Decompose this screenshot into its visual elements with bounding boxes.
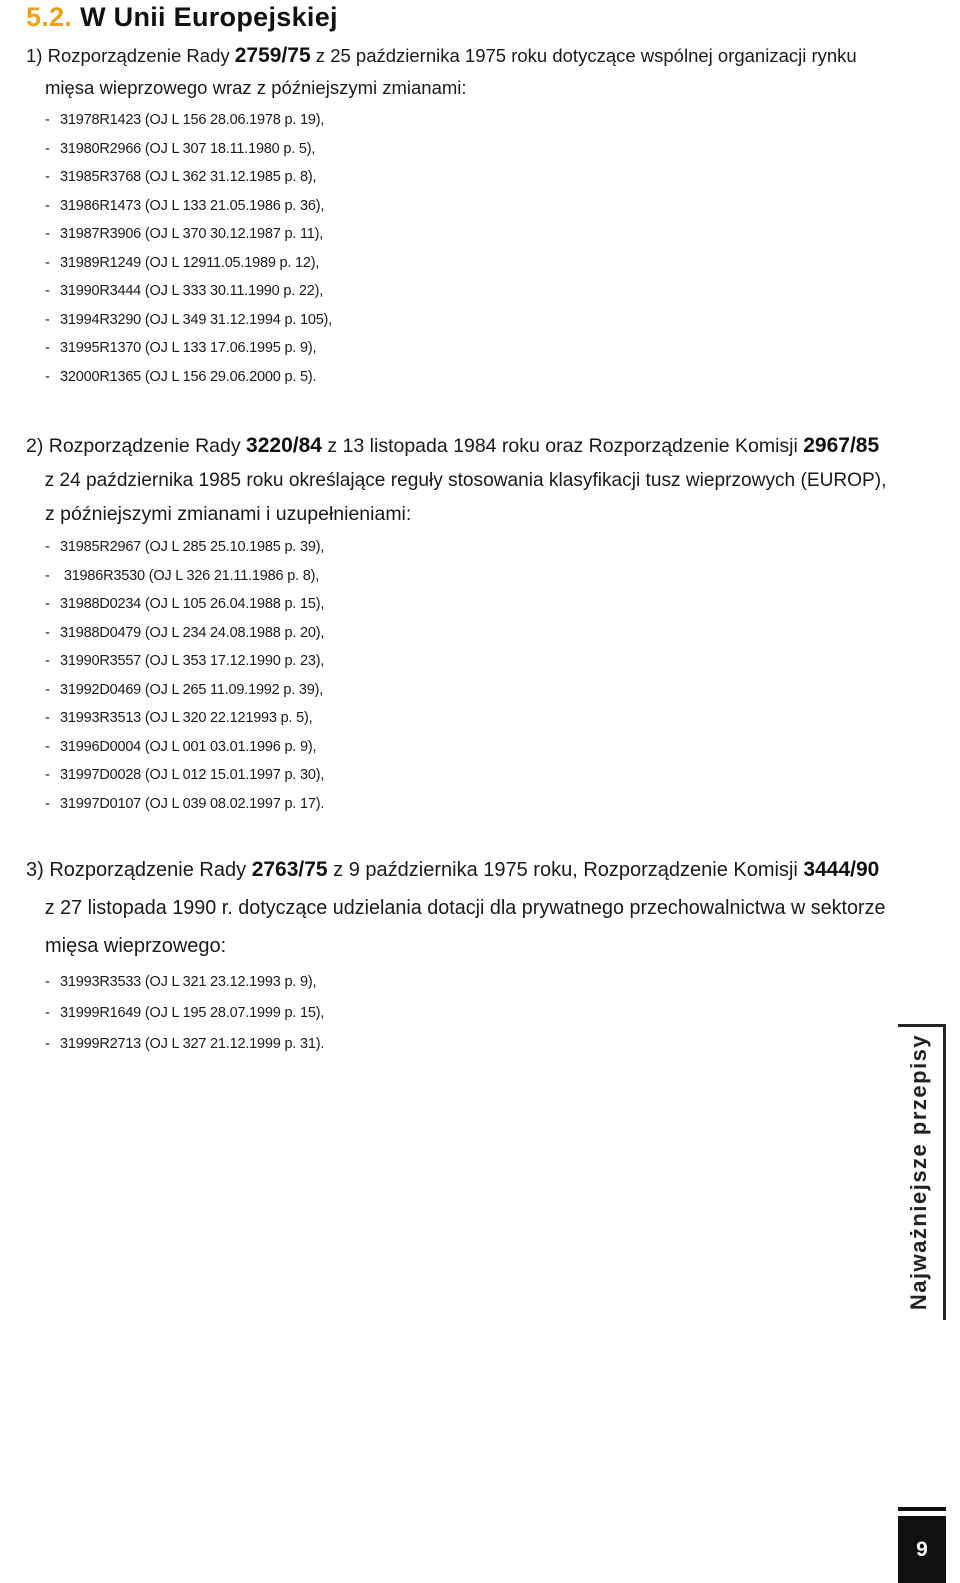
list-item-text: 31990R3444 (OJ L 333 30.11.1990 p. 22), — [60, 283, 324, 299]
list-item-text: 31985R3768 (OJ L 362 31.12.1985 p. 8), — [60, 169, 317, 185]
list-item-text: 31985R2967 (OJ L 285 25.10.1985 p. 39), — [60, 539, 325, 555]
list-item: - 31992D0469 (OJ L 265 11.09.1992 p. 39), — [45, 681, 324, 698]
list-item-text: 31999R1649 (OJ L 195 28.07.1999 p. 15), — [60, 1005, 325, 1021]
list-item: - 31993R3533 (OJ L 321 23.12.1993 p. 9), — [45, 974, 317, 990]
list-item: - 31997D0028 (OJ L 012 15.01.1997 p. 30), — [45, 767, 325, 783]
sidebar-tab-label: Najważniejsze przepisy — [906, 1033, 931, 1311]
list-item-text: 31986R3530 (OJ L 326 21.11.1986 p. 8), — [60, 567, 320, 584]
list-item: - 31980R2966 (OJ L 307 18.11.1980 p. 5), — [45, 140, 316, 157]
list-item: - 31990R3557 (OJ L 353 17.12.1990 p. 23), — [45, 653, 325, 669]
list-item: - 31996D0004 (OJ L 001 03.01.1996 p. 9), — [45, 738, 317, 755]
list-item: - 31999R1649 (OJ L 195 28.07.1999 p. 15), — [45, 1005, 325, 1021]
heading-text: z 25 października 1975 roku dotyczące wspólnej organizacji rynku — [310, 45, 857, 66]
regulation-section-2 — [26, 429, 886, 818]
list-item: - 31987R3906 (OJ L 370 30.12.1987 p. 11), — [45, 226, 324, 242]
heading-text: z 27 listopada 1990 r. dotyczące udzielania dotacji dla prywatnego przechowalnictwa w sektorze — [44, 897, 886, 919]
heading-text: z późniejszymi zmianami i uzupełnieniami: — [45, 503, 412, 525]
list-item: - 32000R1365 (OJ L 156 29.06.2000 p. 5). — [45, 368, 317, 385]
list-item: - 31986R3530 (OJ L 326 21.11.1986 p. 8), — [45, 567, 320, 584]
regulation-number: 2967/85 — [803, 434, 880, 457]
list-item: - 31989R1249 (OJ L 12911.05.1989 p. 12), — [45, 254, 320, 271]
heading-text: 2) Rozporządzenie Rady — [26, 435, 247, 457]
list-item-text: 31980R2966 (OJ L 307 18.11.1980 p. 5), — [60, 140, 316, 157]
page-number-divider — [898, 1507, 946, 1511]
heading-text: z 13 listopada 1984 roku oraz Rozporządzenie Komisji — [321, 435, 804, 457]
regulation-heading-line — [26, 429, 886, 463]
list-item-text: 31999R2713 (OJ L 327 21.12.1999 p. 31). — [60, 1036, 325, 1052]
page-number: 9 — [898, 1516, 946, 1583]
heading-text: mięsa wieprzowego wraz z późniejszymi zmianami: — [45, 77, 467, 98]
list-item-text: 31997D0028 (OJ L 012 15.01.1997 p. 30), — [60, 767, 325, 783]
regulation-heading-line — [26, 927, 886, 965]
regulation-section-1 — [26, 40, 886, 391]
amendments-list — [26, 967, 886, 1060]
list-item-text: 31986R1473 (OJ L 133 21.05.1986 p. 36), — [60, 197, 325, 214]
list-item: - 31985R2967 (OJ L 285 25.10.1985 p. 39), — [45, 539, 325, 555]
list-item: - 31978R1423 (OJ L 156 28.06.1978 p. 19), — [45, 112, 325, 128]
list-item-text: 31993R3513 (OJ L 320 22.121993 p. 5), — [60, 710, 313, 726]
page-title — [26, 2, 338, 33]
section-title: W Unii Europejskiej — [80, 2, 338, 32]
regulation-heading-line — [26, 40, 886, 72]
heading-text: z 24 października 1985 roku określające reguły stosowania klasyfikacji tusz wieprzowych (EUROP), — [44, 469, 887, 491]
list-item-text: 31978R1423 (OJ L 156 28.06.1978 p. 19), — [60, 112, 325, 128]
list-item: - 31999R2713 (OJ L 327 21.12.1999 p. 31). — [45, 1036, 325, 1052]
list-item: - 31993R3513 (OJ L 320 22.121993 p. 5), — [45, 710, 313, 726]
regulation-section-3 — [26, 851, 886, 1060]
list-item: - 31988D0479 (OJ L 234 24.08.1988 p. 20), — [45, 624, 325, 641]
heading-text: z 9 października 1975 roku, Rozporządzenie Komisji — [327, 859, 804, 881]
section-number: 5.2. — [26, 2, 73, 32]
list-item-text: 31994R3290 (OJ L 349 31.12.1994 p. 105), — [60, 311, 333, 328]
list-item-text: 31990R3557 (OJ L 353 17.12.1990 p. 23), — [60, 653, 325, 669]
list-item: - 31988D0234 (OJ L 105 26.04.1988 p. 15), — [45, 596, 325, 612]
list-item-text: 31992D0469 (OJ L 265 11.09.1992 p. 39), — [60, 681, 324, 698]
amendments-list — [26, 533, 886, 818]
list-item-text: 31993R3533 (OJ L 321 23.12.1993 p. 9), — [60, 974, 317, 990]
list-item-text: 31996D0004 (OJ L 001 03.01.1996 p. 9), — [60, 738, 317, 755]
regulation-number: 3220/84 — [246, 434, 322, 457]
list-item-text: 31989R1249 (OJ L 12911.05.1989 p. 12), — [60, 254, 320, 271]
regulation-heading-line — [26, 72, 886, 104]
regulation-number: 2763/75 — [251, 858, 328, 881]
regulation-heading-line — [26, 463, 887, 497]
list-item: - 31990R3444 (OJ L 333 30.11.1990 p. 22), — [45, 283, 324, 299]
regulation-heading-line — [26, 851, 886, 889]
heading-text: 3) Rozporządzenie Rady — [26, 859, 252, 881]
list-item: - 31995R1370 (OJ L 133 17.06.1995 p. 9), — [45, 340, 317, 356]
regulation-number: 2759/75 — [234, 44, 311, 67]
list-item: - 31985R3768 (OJ L 362 31.12.1985 p. 8), — [45, 169, 317, 185]
heading-text: mięsa wieprzowego: — [45, 935, 227, 957]
list-item: - 31997D0107 (OJ L 039 08.02.1997 p. 17). — [45, 795, 325, 812]
amendments-list — [26, 106, 886, 391]
list-item-text: 31997D0107 (OJ L 039 08.02.1997 p. 17). — [60, 795, 325, 812]
regulation-heading-line — [26, 889, 886, 927]
list-item-text: 32000R1365 (OJ L 156 29.06.2000 p. 5). — [60, 368, 317, 385]
list-item-text: 31988D0234 (OJ L 105 26.04.1988 p. 15), — [60, 596, 325, 612]
heading-text: 1) Rozporządzenie Rady — [26, 45, 235, 66]
list-item-text: 31988D0479 (OJ L 234 24.08.1988 p. 20), — [60, 624, 325, 641]
list-item-text: 31987R3906 (OJ L 370 30.12.1987 p. 11), — [60, 226, 324, 242]
list-item: - 31994R3290 (OJ L 349 31.12.1994 p. 105), — [45, 311, 333, 328]
list-item: - 31986R1473 (OJ L 133 21.05.1986 p. 36), — [45, 197, 325, 214]
regulation-heading-line — [26, 497, 886, 531]
regulation-number: 3444/90 — [803, 858, 880, 881]
list-item-text: 31995R1370 (OJ L 133 17.06.1995 p. 9), — [60, 340, 317, 356]
